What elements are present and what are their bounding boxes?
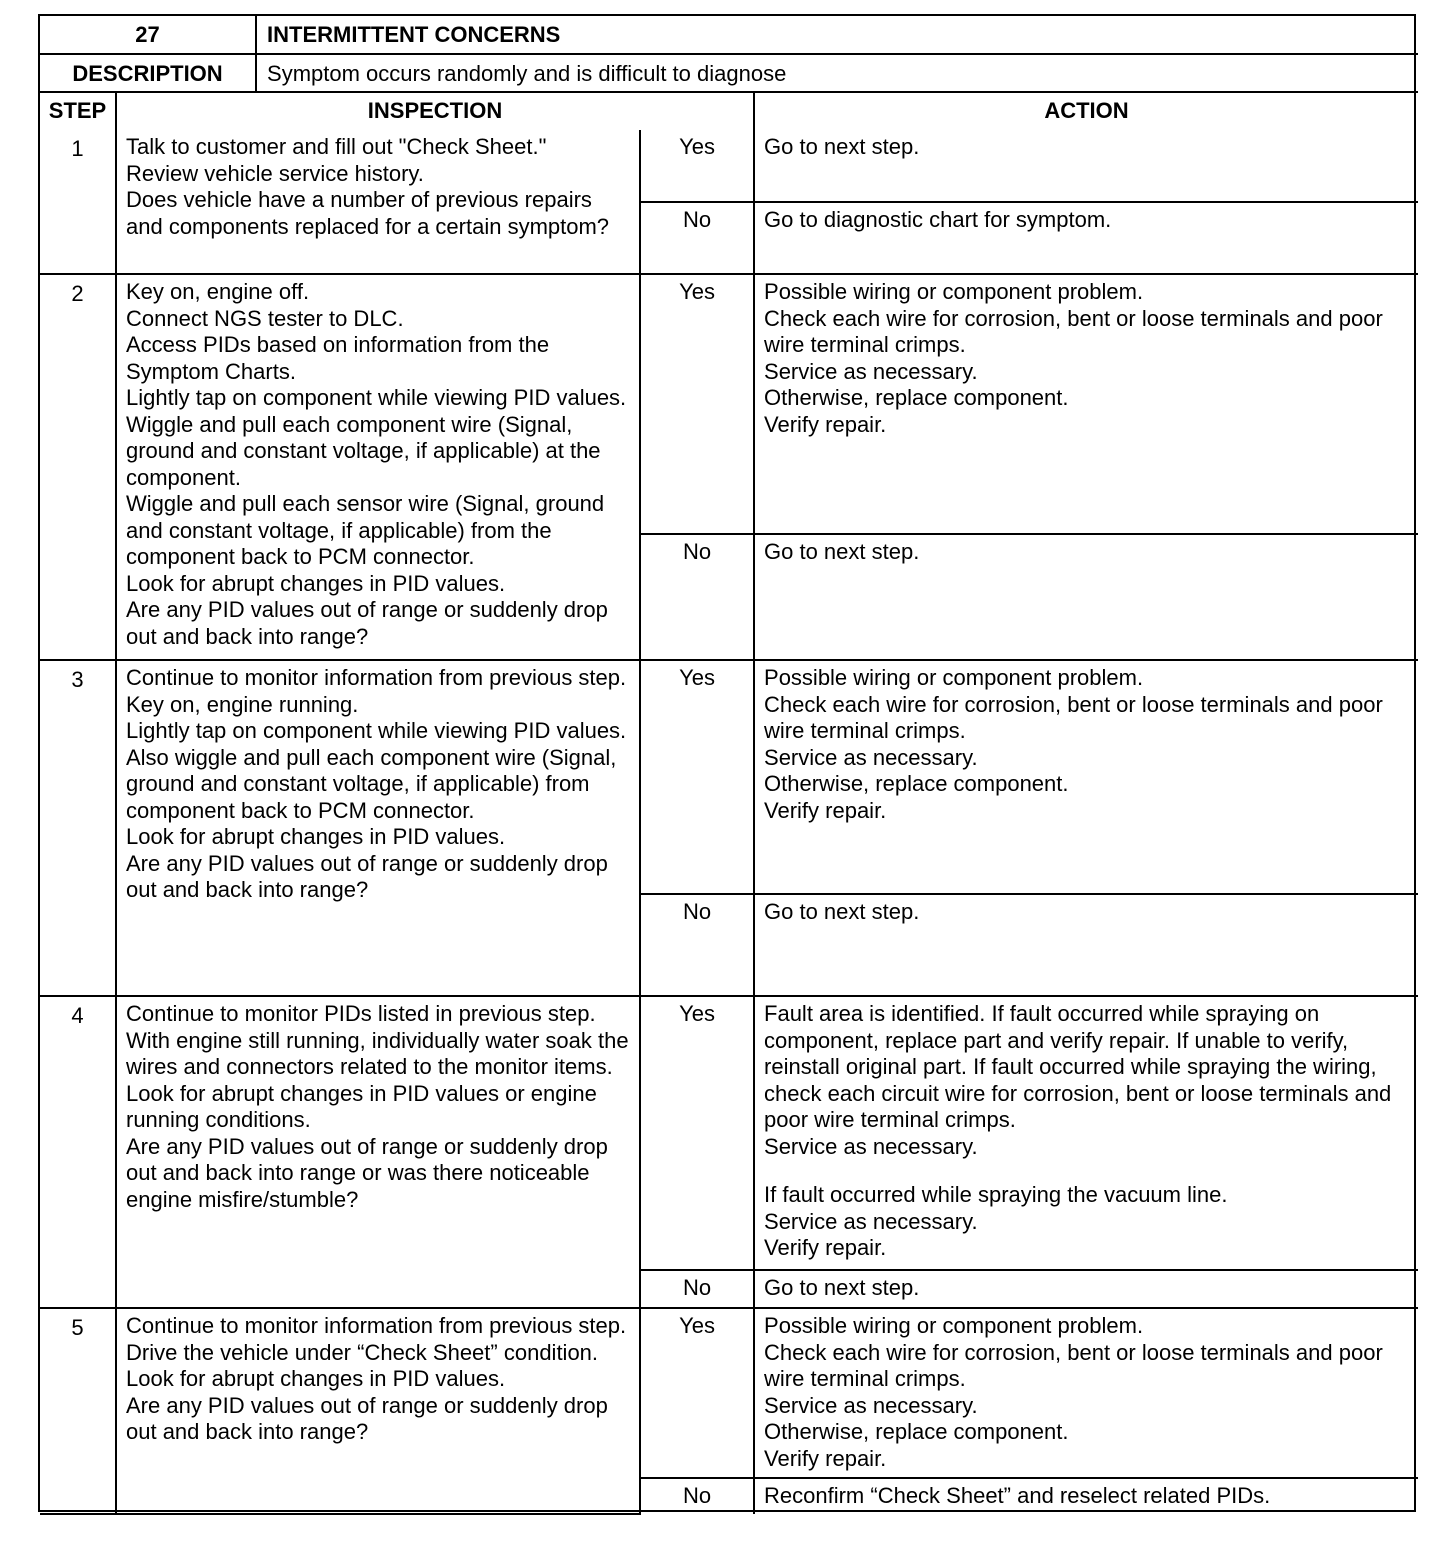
description-text: Symptom occurs randomly and is difficult to diagnose: [256, 54, 1418, 92]
text-line: Look for abrupt changes in PID values or engine running conditions.: [126, 1080, 603, 1132]
text-line: Fault area is identified. If fault occurred while spraying on component, replace part and verify repair. If unable to verify, reinstall original part. If fault occurred while spraying the wiring, check each circuit wire for corrosion, bent or loose terminals and poor wire terminal crimps.: [764, 1001, 1398, 1132]
title-row: [40, 16, 1418, 54]
yes-label: Yes: [640, 996, 754, 1270]
text-line: Wiggle and pull each sensor wire (Signal, ground and constant voltage, if applicable) from the component back to PCM connector.: [126, 491, 611, 569]
no-label: No: [640, 1270, 754, 1308]
text-line: Otherwise, replace component.: [764, 385, 1069, 410]
text-line: Talk to customer and fill out "Check Sheet.": [126, 134, 547, 159]
step-row-2-yes: [40, 274, 1418, 534]
text-line: Key on, engine off.: [126, 279, 310, 304]
yes-action: [754, 996, 1418, 1270]
yes-action: [754, 274, 1418, 534]
no-label: No: [640, 894, 754, 996]
description-label: DESCRIPTION: [40, 54, 256, 92]
text-line: Key on, engine running.: [126, 691, 359, 717]
text-line: Continue to monitor PIDs listed in previous step.: [126, 1001, 596, 1026]
step-row-1-yes: [40, 130, 1418, 202]
text-line: Are any PID values out of range or suddenly drop out and back into range or was there noticeable engine misfire/stumble?: [126, 1133, 614, 1212]
text-line: Are any PID values out of range or suddenly drop out and back into range?: [126, 597, 614, 649]
step-inspection: [116, 274, 640, 660]
text-line: Go to next step.: [764, 899, 920, 924]
text-line: Possible wiring or component problem.: [764, 665, 1144, 690]
step-row-3-yes: [40, 660, 1418, 894]
no-label: No: [640, 202, 754, 274]
no-action: [754, 1270, 1418, 1308]
step-number: 2: [40, 274, 116, 660]
text-line: Service as necessary.: [764, 1208, 978, 1234]
text-line: With engine still running, individually water soak the wires and connectors related to the monitor items.: [126, 1027, 635, 1079]
text-line: Service as necessary.: [764, 1133, 978, 1159]
text-line: Otherwise, replace component.: [764, 771, 1069, 796]
text-line: Verify repair.: [764, 1235, 887, 1260]
text-line: Review vehicle service history.: [126, 160, 424, 186]
yes-action: [754, 660, 1418, 894]
steps-body: [40, 130, 1418, 1514]
text-line: If fault occurred while spraying the vacuum line.: [764, 1182, 1228, 1207]
no-label: No: [640, 1478, 754, 1514]
text-line: Service as necessary.: [764, 1392, 978, 1418]
text-line: Lightly tap on component while viewing PID values. Wiggle and pull each component wire (Signal, ground and constant voltage, if applicable) at the component.: [126, 385, 633, 490]
step-column-header: STEP: [40, 92, 116, 130]
yes-label: Yes: [640, 274, 754, 534]
description-row: [40, 54, 1418, 92]
text-line: Go to next step.: [764, 539, 920, 564]
no-action: [754, 1478, 1418, 1514]
text-line: Check each wire for corrosion, bent or loose terminals and poor wire terminal crimps.: [764, 691, 1389, 743]
text-line: Also wiggle and pull each component wire (Signal, ground and constant voltage, if applicable) from component back to PCM connector.: [126, 744, 623, 823]
no-action: [754, 894, 1418, 996]
chart-number: 27: [40, 16, 256, 54]
action-column-header: ACTION: [754, 92, 1418, 130]
step-inspection: [116, 660, 640, 996]
text-line: Go to next step.: [764, 1275, 920, 1300]
text-line: Verify repair.: [764, 1445, 887, 1471]
text-line: Access PIDs based on information from the Symptom Charts.: [126, 332, 556, 384]
step-number: 5: [40, 1308, 116, 1514]
text-line: Look for abrupt changes in PID values.: [126, 824, 506, 849]
yes-action: [754, 1308, 1418, 1478]
no-label: No: [640, 534, 754, 660]
no-action: [754, 202, 1418, 274]
step-number: 4: [40, 996, 116, 1308]
diagnostic-chart: [38, 14, 1416, 1512]
text-line: Are any PID values out of range or suddenly drop out and back into range?: [126, 1392, 614, 1444]
step-number: 3: [40, 660, 116, 996]
column-header-row: [40, 92, 1418, 130]
inspection-column-header: INSPECTION: [116, 92, 754, 130]
text-line: Lightly tap on component while viewing PID values.: [126, 718, 627, 743]
diagnostic-table: [40, 16, 1418, 1515]
step-inspection: [116, 996, 640, 1308]
text-line: Does vehicle have a number of previous repairs and components replaced for a certain symptom?: [126, 187, 610, 239]
text-line: Service as necessary.: [764, 744, 978, 770]
step-row-5-yes: [40, 1308, 1418, 1478]
text-line: Connect NGS tester to DLC.: [126, 305, 404, 331]
step-inspection: [116, 130, 640, 274]
text-line: Go to next step.: [764, 134, 920, 159]
text-line: Check each wire for corrosion, bent or loose terminals and poor wire terminal crimps.: [764, 305, 1389, 357]
yes-label: Yes: [640, 130, 754, 202]
yes-label: Yes: [640, 1308, 754, 1478]
text-line: Look for abrupt changes in PID values.: [126, 570, 506, 596]
text-line: Drive the vehicle under “Check Sheet” condition.: [126, 1339, 599, 1365]
text-line: Are any PID values out of range or suddenly drop out and back into range?: [126, 850, 614, 902]
text-line: Check each wire for corrosion, bent or loose terminals and poor wire terminal crimps.: [764, 1339, 1389, 1391]
text-line: Verify repair.: [764, 797, 887, 823]
text-line: Go to diagnostic chart for symptom.: [764, 207, 1112, 232]
text-line: Continue to monitor information from previous step.: [126, 1313, 627, 1338]
text-line: Possible wiring or component problem.: [764, 279, 1144, 304]
chart-title: INTERMITTENT CONCERNS: [256, 16, 1418, 54]
no-action: [754, 534, 1418, 660]
text-line: Service as necessary.: [764, 358, 978, 384]
yes-label: Yes: [640, 660, 754, 894]
text-line: Otherwise, replace component.: [764, 1419, 1069, 1444]
yes-action: [754, 130, 1418, 202]
step-number: 1: [40, 130, 116, 274]
text-line: Reconfirm “Check Sheet” and reselect related PIDs.: [764, 1483, 1271, 1508]
spacer: [764, 1160, 1410, 1182]
text-line: Verify repair.: [764, 411, 887, 437]
step-inspection: [116, 1308, 640, 1514]
text-line: Continue to monitor information from previous step.: [126, 665, 627, 690]
text-line: Look for abrupt changes in PID values.: [126, 1366, 506, 1391]
step-row-4-yes: [40, 996, 1418, 1270]
text-line: Possible wiring or component problem.: [764, 1313, 1144, 1338]
